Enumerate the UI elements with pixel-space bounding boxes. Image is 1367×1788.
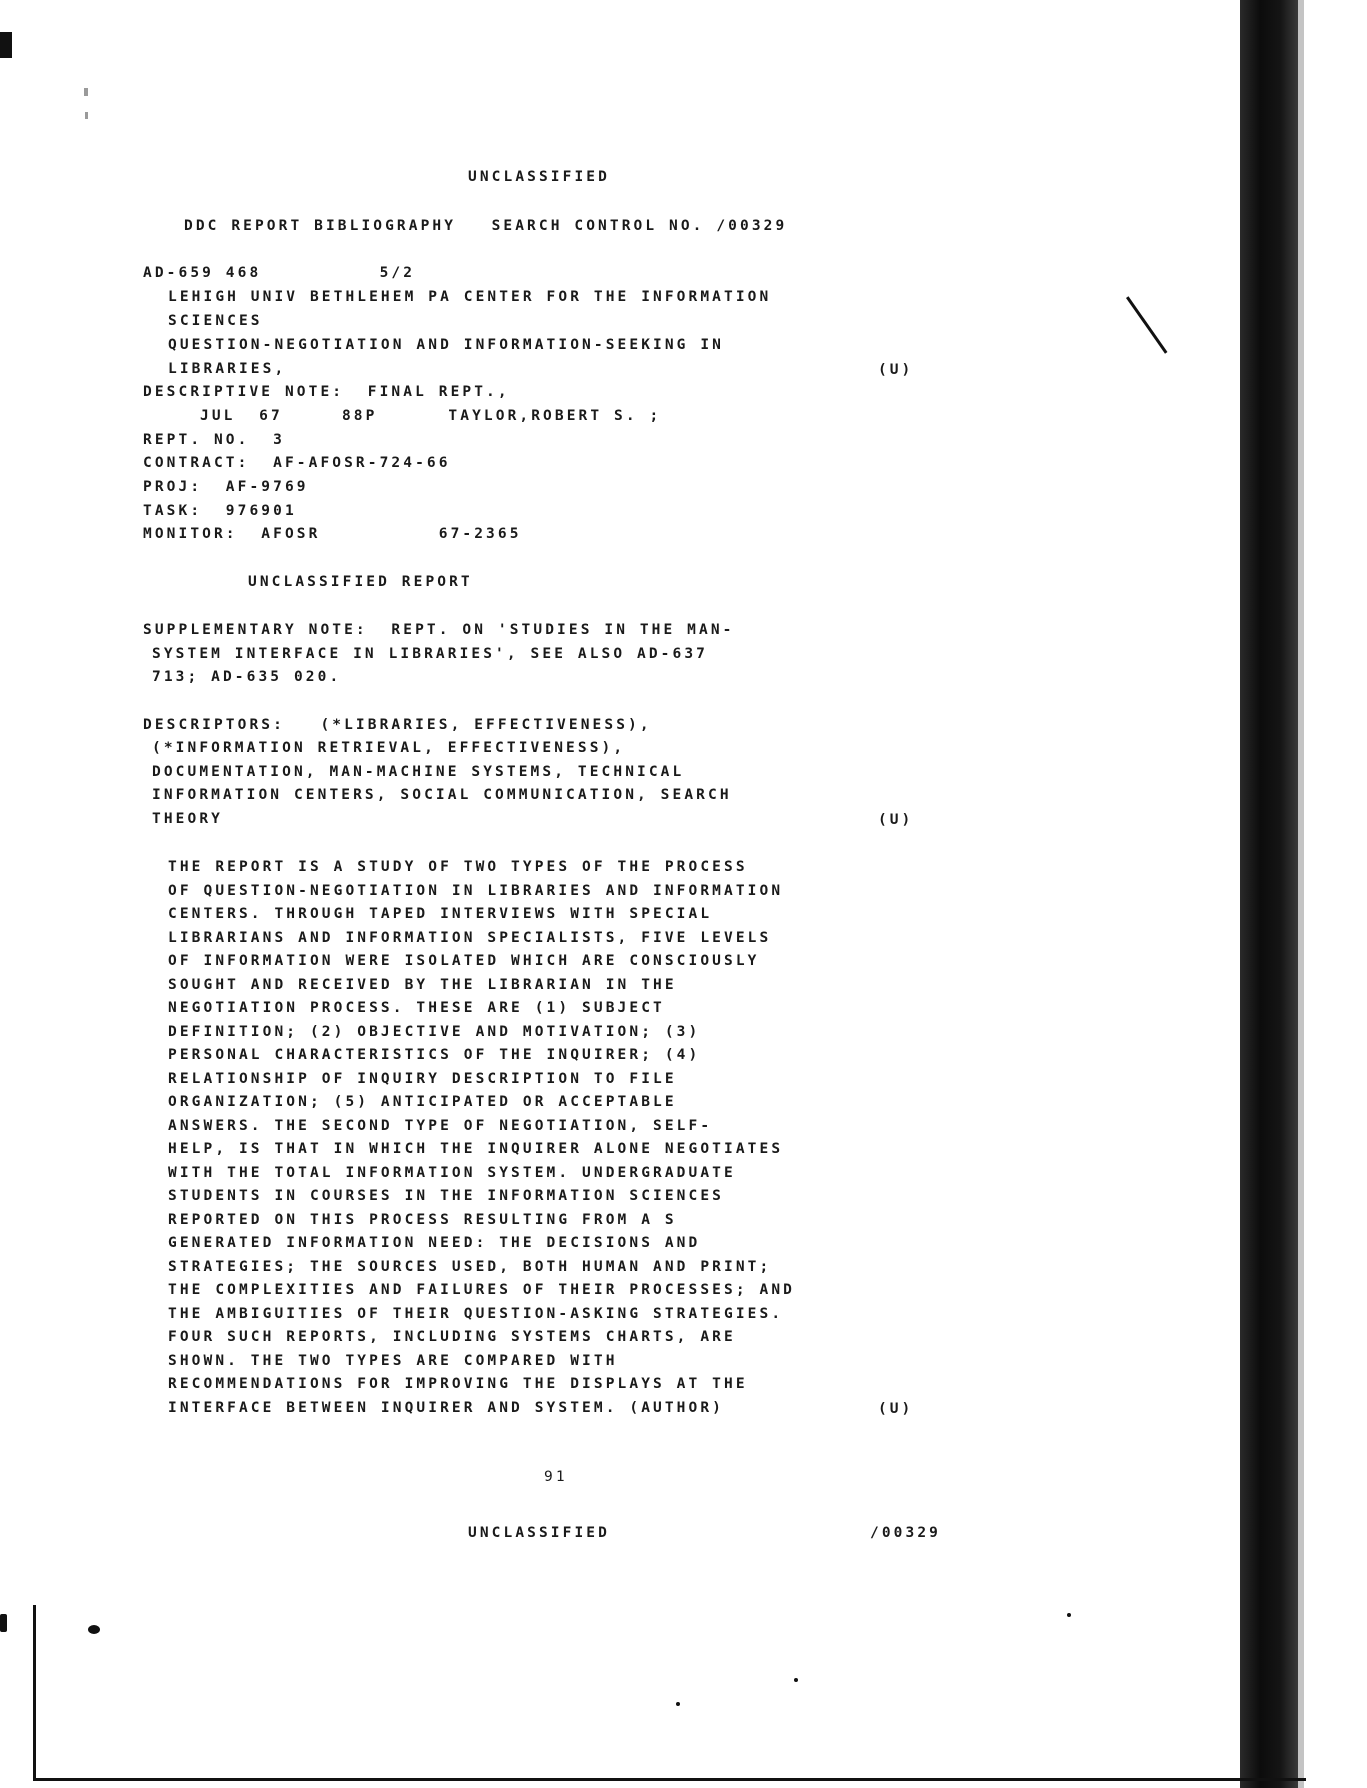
abstract-line: RECOMMENDATIONS FOR IMPROVING THE DISPLAYS AT THE: [168, 1376, 748, 1392]
abstract-line: STUDENTS IN COURSES IN THE INFORMATION SCIENCES: [168, 1188, 724, 1204]
scan-dot: [1067, 1613, 1071, 1617]
scan-speck: [85, 112, 88, 119]
abstract-line: SHOWN. THE TWO TYPES ARE COMPARED WITH: [168, 1353, 618, 1369]
corporate-author-line-1: LEHIGH UNIV BETHLEHEM PA CENTER FOR THE INFORMATION: [168, 289, 772, 305]
descriptors-line-1: DESCRIPTORS: (*LIBRARIES, EFFECTIVENESS),: [143, 717, 652, 733]
title-line-2: LIBRARIES,: [168, 361, 287, 377]
contract-number: CONTRACT: AF-AFOSR-724-66: [143, 455, 451, 471]
abstract-line: GENERATED INFORMATION NEED: THE DECISIONS AND: [168, 1235, 701, 1251]
scan-dot: [794, 1678, 798, 1682]
descriptive-note: DESCRIPTIVE NOTE: FINAL REPT.,: [143, 384, 510, 400]
abstract-line: THE AMBIGUITIES OF THEIR QUESTION-ASKING STRATEGIES.: [168, 1306, 784, 1322]
abstract-classification: (U): [878, 1401, 914, 1417]
classification-header: UNCLASSIFIED: [468, 169, 610, 185]
abstract-line: THE COMPLEXITIES AND FAILURES OF THEIR PROCESSES; AND: [168, 1282, 795, 1298]
abstract-line: THE REPORT IS A STUDY OF TWO TYPES OF THE PROCESS: [168, 859, 748, 875]
scan-blot: [88, 1625, 100, 1634]
descriptors-line-5: THEORY: [152, 811, 223, 827]
supplementary-note-line-2: SYSTEM INTERFACE IN LIBRARIES', SEE ALSO AD-637: [152, 646, 708, 662]
descriptors-line-3: DOCUMENTATION, MAN-MACHINE SYSTEMS, TECHNICAL: [152, 764, 685, 780]
title-line-1: QUESTION-NEGOTIATION AND INFORMATION-SEEKING IN: [168, 337, 724, 353]
abstract-line: FOUR SUCH REPORTS, INCLUDING SYSTEMS CHARTS, ARE: [168, 1329, 736, 1345]
abstract-line: DEFINITION; (2) OBJECTIVE AND MOTIVATION; (3): [168, 1024, 701, 1040]
supplementary-note-line-1: SUPPLEMENTARY NOTE: REPT. ON 'STUDIES IN THE MAN-: [143, 622, 735, 638]
task-number: TASK: 976901: [143, 503, 297, 519]
scan-dot: [676, 1702, 680, 1706]
abstract-line: REPORTED ON THIS PROCESS RESULTING FROM A S: [168, 1212, 677, 1228]
abstract-line: PERSONAL CHARACTERISTICS OF THE INQUIRER; (4): [168, 1047, 701, 1063]
scan-blot: [0, 1614, 7, 1632]
page-number: 91: [544, 1469, 568, 1485]
bibliography-title: DDC REPORT BIBLIOGRAPHY SEARCH CONTROL NO. /00329: [184, 218, 788, 234]
abstract-line: OF INFORMATION WERE ISOLATED WHICH ARE CONSCIOUSLY: [168, 953, 760, 969]
date-author-line: JUL 67 88P TAYLOR,ROBERT S. ;: [200, 408, 662, 424]
abstract-line: INTERFACE BETWEEN INQUIRER AND SYSTEM. (AUTHOR): [168, 1400, 724, 1416]
report-number: REPT. NO. 3: [143, 432, 285, 448]
ad-number-line: AD-659 468 5/2: [143, 265, 416, 281]
monitor-line: MONITOR: AFOSR 67-2365: [143, 526, 522, 542]
corporate-author-line-2: SCIENCES: [168, 313, 263, 329]
title-classification: (U): [878, 362, 914, 378]
project-number: PROJ: AF-9769: [143, 479, 309, 495]
abstract-line: NEGOTIATION PROCESS. THESE ARE (1) SUBJECT: [168, 1000, 665, 1016]
abstract-line: RELATIONSHIP OF INQUIRY DESCRIPTION TO FILE: [168, 1071, 677, 1087]
scan-corner-mark: [0, 32, 12, 58]
scan-left-border: [33, 1605, 36, 1781]
descriptors-classification: (U): [878, 812, 914, 828]
stray-pen-mark: [1126, 296, 1167, 353]
classification-footer: UNCLASSIFIED: [468, 1525, 610, 1541]
scan-edge-shadow: [1240, 0, 1298, 1788]
search-control-number: /00329: [870, 1525, 941, 1541]
descriptors-line-4: INFORMATION CENTERS, SOCIAL COMMUNICATION, SEARCH: [152, 787, 732, 803]
abstract-line: HELP, IS THAT IN WHICH THE INQUIRER ALONE NEGOTIATES: [168, 1141, 784, 1157]
scan-bottom-border: [36, 1778, 1306, 1781]
abstract-line: OF QUESTION-NEGOTIATION IN LIBRARIES AND INFORMATION: [168, 883, 784, 899]
scan-speck: [84, 88, 88, 96]
report-classification: UNCLASSIFIED REPORT: [248, 574, 473, 590]
abstract-line: ORGANIZATION; (5) ANTICIPATED OR ACCEPTABLE: [168, 1094, 677, 1110]
abstract-line: CENTERS. THROUGH TAPED INTERVIEWS WITH SPECIAL: [168, 906, 713, 922]
abstract-line: SOUGHT AND RECEIVED BY THE LIBRARIAN IN THE: [168, 977, 677, 993]
abstract-line: ANSWERS. THE SECOND TYPE OF NEGOTIATION, SELF-: [168, 1118, 713, 1134]
supplementary-note-line-3: 713; AD-635 020.: [152, 669, 342, 685]
scan-edge-border: [1298, 0, 1304, 1788]
descriptors-line-2: (*INFORMATION RETRIEVAL, EFFECTIVENESS),: [152, 740, 626, 756]
abstract-line: STRATEGIES; THE SOURCES USED, BOTH HUMAN AND PRINT;: [168, 1259, 772, 1275]
abstract-line: LIBRARIANS AND INFORMATION SPECIALISTS, FIVE LEVELS: [168, 930, 772, 946]
abstract-line: WITH THE TOTAL INFORMATION SYSTEM. UNDERGRADUATE: [168, 1165, 736, 1181]
